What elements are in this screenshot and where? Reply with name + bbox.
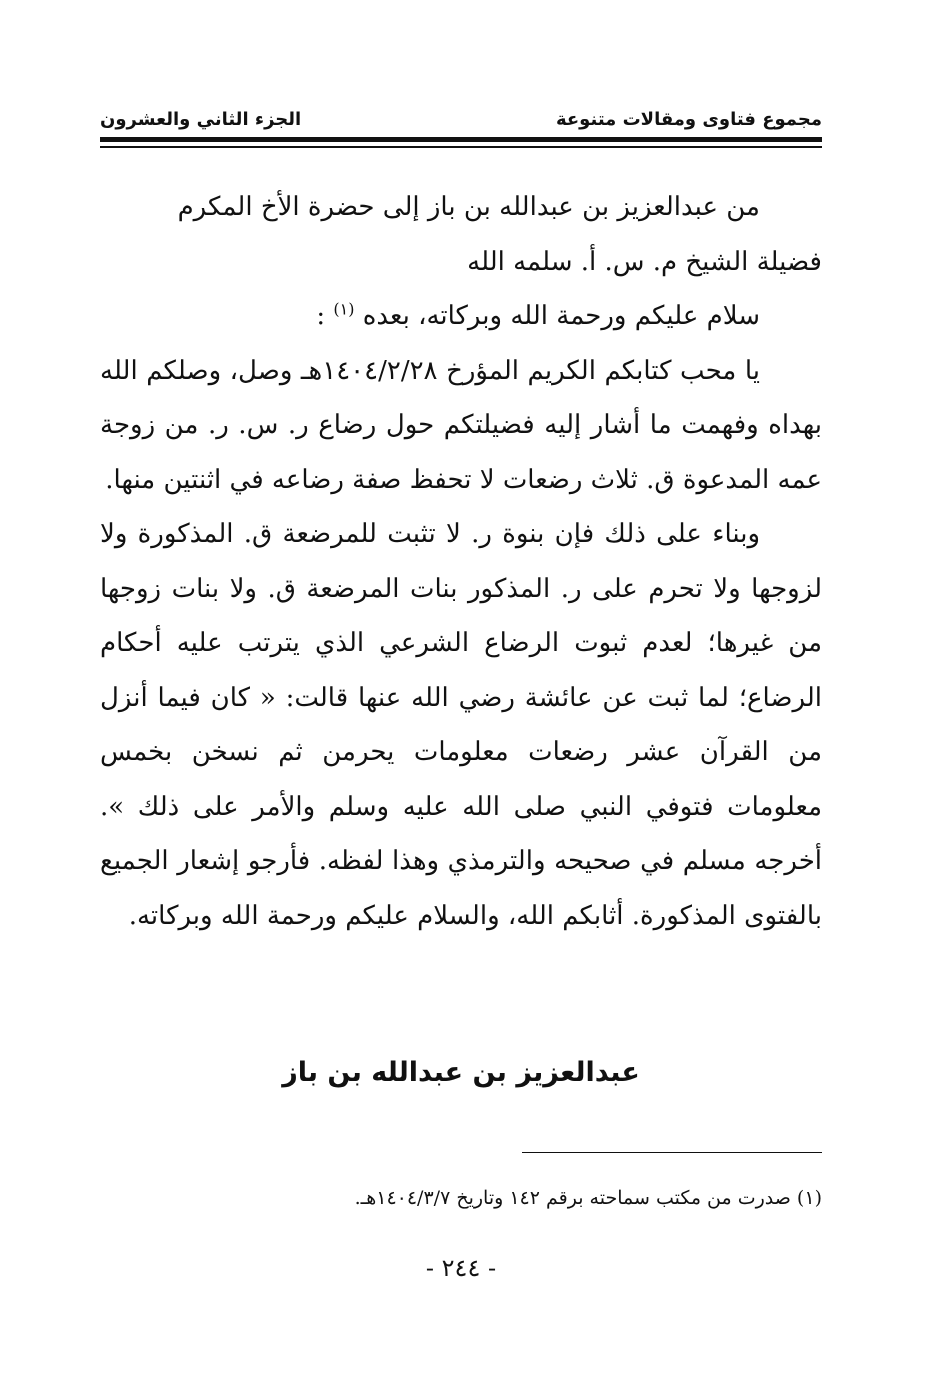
- letter-signature: عبدالعزيز بن عبدالله بن باز: [282, 1057, 640, 1088]
- letter-paragraph-2: وبناء على ذلك فإن بنوة ر. لا تثبت للمرضعة ق. المذكورة ولا لزوجها ولا تحرم على ر. المذكور بنات المرضعة ق. ولا بنات زوجها من غيرها؛ لعدم ثبوت الرضاع الشرعي الذي يترتب عليه أحكام الرضاع؛ لما ثبت عن عائشة رضي الله عنها قالت: « كان فيما أنزل من القرآن عشر رضعات معلومات يحرمن ثم نسخن بخمس معلومات فتوفي النبي صلى الله عليه وسلم والأمر على ذلك ». أخرجه مسلم في صحيحه والترمذي وهذا لفظه. فأرجو إشعار الجميع بالفتوى المذكورة. أثابكم الله، والسلام عليكم ورحمة الله وبركاته.: [100, 519, 822, 931]
- letter-address-line-1: من عبدالعزيز بن عبدالله بن باز إلى حضرة الأخ المكرم: [177, 192, 760, 222]
- header-book-title: مجموع فتاوى ومقالات متنوعة: [555, 109, 822, 130]
- letter-paragraph-1: يا محب كتابكم الكريم المؤرخ ١٤٠٤/٢/٢٨هـ وصل، وصلكم الله بهداه وفهمت ما أشار إليه فضيلتكم حول رضاع ر. س. ر. من زوجة عمه المدعوة ق. ثلاث رضعات لا تحفظ صفة رضاعه في اثنتين منها.: [100, 355, 822, 495]
- letter-body: [100, 180, 822, 943]
- letter-address-line-2: فضيلة الشيخ م. س. أ. سلمه الله: [467, 246, 822, 277]
- header-rule-thick: [100, 137, 822, 142]
- header-rule-thin: [100, 146, 822, 148]
- greeting-text: سلام عليكم ورحمة الله وبركاته، بعده: [362, 301, 760, 331]
- footnote-separator: [522, 1152, 822, 1153]
- greeting-colon: :: [316, 301, 326, 331]
- page-number: - ٢٤٤ -: [425, 1254, 497, 1282]
- footnote-reference: (١): [333, 299, 355, 319]
- header-volume-title: الجزء الثاني والعشرون: [100, 109, 302, 130]
- running-header: [100, 96, 822, 130]
- footnote: (١) صدرت من مكتب سماحته برقم ١٤٢ وتاريخ ١٤٠٤/٣/٧هـ.: [354, 1187, 822, 1209]
- letter-greeting: [100, 289, 822, 344]
